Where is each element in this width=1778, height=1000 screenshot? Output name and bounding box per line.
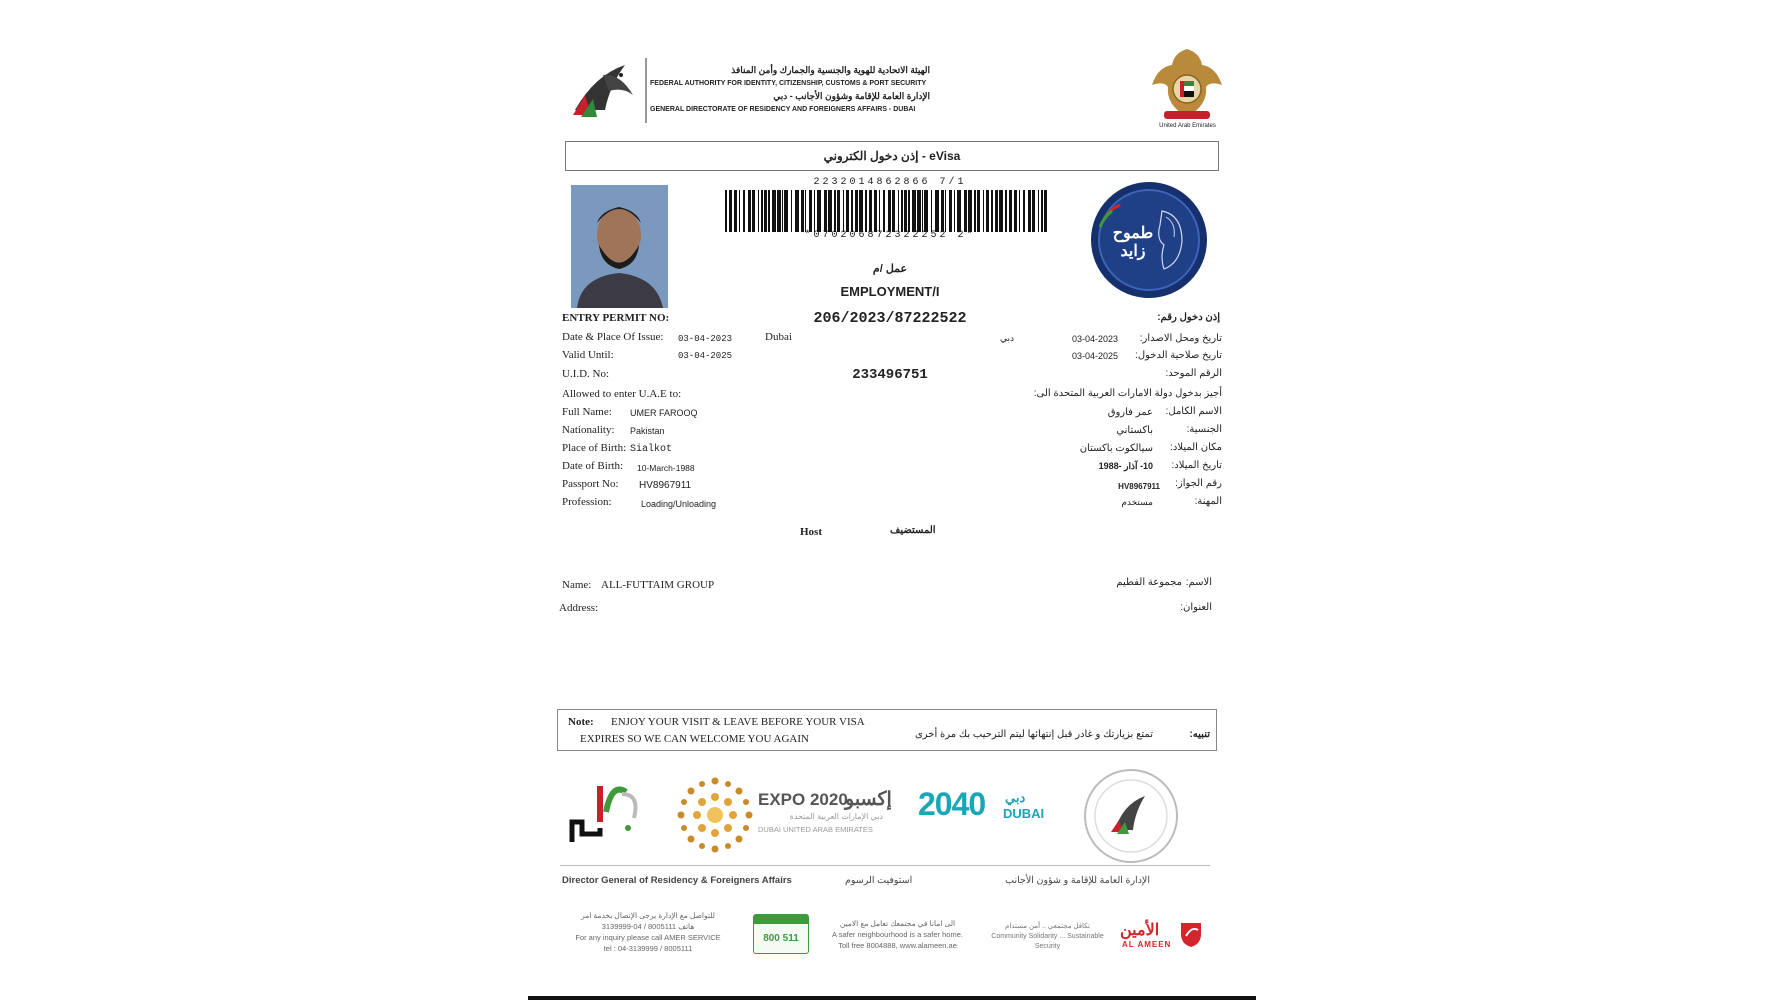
barcode-bar <box>883 190 885 232</box>
barcode-bar <box>869 190 872 232</box>
expo-sub-en: DUBAI UNITED ARAB EMIRATES <box>758 825 873 834</box>
barcode-bar <box>1009 190 1012 232</box>
barcode-bar <box>892 190 895 232</box>
host-name-ar: مجموعة الفطيم <box>1116 577 1182 588</box>
passport-label-en: Passport No: <box>562 478 619 490</box>
footer-community <box>990 922 1105 952</box>
barcode-bar <box>974 190 976 232</box>
barcode-bar <box>904 190 907 232</box>
barcode-bar <box>725 190 727 232</box>
contact-ar: للتواصل مع الإدارة يرجى الإتصال بخدمة امر <box>581 911 715 920</box>
host-address-label-ar: العنوان: <box>1180 602 1212 613</box>
zayed-seal <box>1090 181 1208 299</box>
issue-label-en: Date & Place Of Issue: <box>562 331 664 343</box>
issue-date: 03-04-2023 <box>678 334 733 344</box>
fullname-label-ar: الاسم الكامل: <box>1165 406 1222 417</box>
dob-label-en: Date of Birth: <box>562 460 624 472</box>
note-text-ar: تمتع بزيارتك و غادر قبل إنتهائها ليتم الترحيب بك مرة أخرى <box>914 729 1153 740</box>
passport-ar: HV8967911 <box>1118 482 1160 491</box>
barcode-bar <box>945 190 946 232</box>
pob-en: Sialkot <box>630 444 673 455</box>
emblem-caption: United Arab Emirates <box>1159 123 1216 129</box>
barcode-bar <box>837 190 840 232</box>
issue-place-en: Dubai <box>765 331 792 343</box>
barcode-bar <box>1032 190 1035 232</box>
dob-en: 10-March-1988 <box>637 463 695 473</box>
alameen-en: AL AMEEN <box>1122 940 1172 949</box>
barcode-bar <box>855 190 858 232</box>
barcode-bar <box>922 190 923 232</box>
allowed-ar: أجيز بدخول دولة الامارات العربية المتحدة الى: <box>1033 388 1222 399</box>
entry-permit-no: 206/2023/87222522 <box>813 310 967 327</box>
fullname-en: UMER FAROOQ <box>630 408 698 418</box>
footer-contact <box>558 910 738 954</box>
barcode-bar <box>734 190 737 232</box>
dubai-2040-en: DUBAI <box>1003 806 1045 821</box>
issue-date-ar: 03-04-2023 <box>1072 334 1119 344</box>
signature-rule <box>560 865 1210 866</box>
barcode-bar <box>908 190 910 232</box>
safer-en: A safer neighbourhood is a safer home. <box>832 930 963 939</box>
profession-ar: مستخدم <box>1121 497 1153 507</box>
falcon-logo <box>565 55 640 125</box>
evisa-title <box>565 141 1219 171</box>
nationality-label-en: Nationality: <box>562 424 615 436</box>
barcode-bar <box>814 190 815 232</box>
barcode-bar <box>977 190 980 232</box>
barcode-bar <box>1041 190 1043 232</box>
barcode-bar <box>834 190 836 232</box>
permit-type-ar: عمل /م <box>872 263 908 275</box>
barcode-bar <box>888 190 891 232</box>
authority-ar: الهيئة الاتحادية للهوية والجنسية والجمارك وأمن المنافذ <box>731 65 930 75</box>
host-title-en: Host <box>800 526 822 538</box>
host-title-ar: المستضيف <box>890 525 936 536</box>
valid-until-ar: 03-04-2025 <box>1072 351 1119 361</box>
passport-photo <box>571 185 668 308</box>
barcode-bar <box>758 190 759 232</box>
barcode-bar <box>1038 190 1039 232</box>
barcode-bar <box>912 190 916 232</box>
dubai-2040-number: 2040 <box>918 786 986 822</box>
amer-call-logo <box>753 914 809 954</box>
nationality-ar: باكستاني <box>1116 425 1153 436</box>
pob-label-ar: مكان الميلاد: <box>1170 442 1222 453</box>
note-box <box>557 709 1217 751</box>
barcode-bar <box>809 190 812 232</box>
barcode-bar <box>791 190 792 232</box>
header-text <box>650 64 930 116</box>
barcode-bar <box>817 190 821 232</box>
gdrfa-round-seal <box>1083 768 1179 864</box>
barcode-bar <box>824 190 827 232</box>
barcode-bar <box>851 190 853 232</box>
uae-emblem <box>1150 45 1225 129</box>
barcode-bar <box>901 190 903 232</box>
barcode-bar <box>843 190 844 232</box>
pob-ar: سيالكوت باكستان <box>1079 443 1153 454</box>
entry-permit-label-en: ENTRY PERMIT NO: <box>562 312 670 324</box>
safer-toll: Toll free 8004888, www.alameen.ae <box>838 941 957 950</box>
passport-label-ar: رقم الجواز: <box>1175 478 1222 489</box>
uid-no: 233496751 <box>852 367 928 383</box>
barcode-bar <box>917 190 921 232</box>
issue-place-ar: دبي <box>1000 333 1015 343</box>
community-ar: تكافل مجتمعي .. أمن مستدام <box>1005 923 1090 930</box>
entry-permit-label-ar: إذن دخول رقم: <box>1157 312 1220 323</box>
expo-logo <box>675 775 755 855</box>
barcode <box>725 190 1047 232</box>
barcode-bar <box>957 190 961 232</box>
allowed-en: Allowed to enter U.A.E to: <box>562 388 682 400</box>
signature-title-ar: الإدارة العامة للإقامة و شؤون الأجانب <box>1005 875 1150 886</box>
barcode-bar <box>983 190 984 232</box>
alameen-ar: الأمين <box>1120 922 1160 939</box>
permit-type-en: EMPLOYMENT/I <box>840 284 940 299</box>
fullname-ar: عمر فاروق <box>1107 407 1153 418</box>
seal-text: طموح زايد <box>1112 225 1154 260</box>
barcode-bar <box>964 190 967 232</box>
nationality-label-ar: الجنسية: <box>1186 424 1222 435</box>
expo-title-en: EXPO 2020 <box>758 790 848 809</box>
uid-label-en: U.I.D. No: <box>562 368 610 380</box>
contact-en: For any inquiry please call AMER SERVICE <box>575 933 721 942</box>
signature-title-en: Director General of Residency & Foreigners Affairs <box>562 875 792 886</box>
note-text-en-2: EXPIRES SO WE CAN WELCOME YOU AGAIN <box>580 733 809 745</box>
barcode-bar <box>801 190 804 232</box>
profession-label-ar: المهنة: <box>1194 496 1222 507</box>
footer-safer <box>815 918 980 951</box>
barcode-bar <box>752 190 755 232</box>
barcode-bar <box>949 190 952 232</box>
passport-en: HV8967911 <box>639 480 692 491</box>
barcode-bar <box>1005 190 1007 232</box>
barcode-bar <box>748 190 751 232</box>
fullname-label-en: Full Name: <box>562 406 612 418</box>
barcode-bar <box>846 190 849 232</box>
barcode-bar <box>743 190 745 232</box>
valid-label-ar: تاريخ صلاحية الدخول: <box>1135 350 1222 361</box>
barcode-bar <box>1019 190 1020 232</box>
barcode-bar <box>1044 190 1047 232</box>
host-name-label-ar: الاسم: <box>1185 577 1212 588</box>
barcode-bar <box>968 190 972 232</box>
profession-en: Loading/Unloading <box>641 499 717 509</box>
note-text-en-1: ENJOY YOUR VISIT & LEAVE BEFORE YOUR VISA <box>611 716 865 728</box>
barcode-bar <box>805 190 806 232</box>
community-en: Community Solidarity ... Sustainable Security <box>991 933 1104 950</box>
dubai-2040-ar: دبي <box>1005 790 1026 805</box>
signature-sign-ar: استوفيت الرسوم <box>845 875 913 886</box>
barcode-bar <box>1023 190 1025 232</box>
barcode-bar <box>924 190 928 232</box>
barcode-bar <box>782 190 783 232</box>
alameen-shield-icon <box>1178 920 1204 948</box>
barcode-bar <box>729 190 732 232</box>
barcode-bar <box>761 190 763 232</box>
issue-label-ar: تاريخ ومحل الاصدار: <box>1139 333 1222 344</box>
barcode-bar <box>739 190 740 232</box>
bottom-bar <box>528 996 1256 1000</box>
contact-ar-2: هاتف 8005111 / 04-3139999 <box>601 922 695 931</box>
barcode-bar <box>941 190 944 232</box>
barcode-bar <box>1014 190 1017 232</box>
profession-label-en: Profession: <box>562 496 612 508</box>
barcode-bar <box>879 190 880 232</box>
barcode-bar <box>784 190 788 232</box>
pob-label-en: Place of Birth: <box>562 442 627 454</box>
safer-ar: الى امانا في مجتمعك تعامل مع الامين <box>839 919 956 928</box>
barcode-bar <box>795 190 799 232</box>
valid-label-en: Valid Until: <box>562 349 614 361</box>
directorate-en: GENERAL DIRECTORATE OF RESIDENCY AND FOREIGNERS AFFAIRS - DUBAI <box>650 106 916 113</box>
note-label-ar: تنبيه: <box>1189 729 1210 740</box>
barcode-bar <box>935 190 939 232</box>
barcode-bar <box>764 190 767 232</box>
barcode-bar <box>999 190 1003 232</box>
barcode-bar <box>768 190 770 232</box>
uid-label-ar: الرقم الموحد: <box>1165 368 1222 379</box>
barcode-bar <box>865 190 867 232</box>
host-address-label-en: Address: <box>559 602 599 614</box>
barcode-bar <box>995 190 998 232</box>
barcode-bar <box>874 190 877 232</box>
authority-en: FEDERAL AUTHORITY FOR IDENTITY, CITIZENSHIP, CUSTOMS & PORT SECURITY <box>650 80 927 87</box>
barcode-bar <box>859 190 863 232</box>
barcode-bar <box>772 190 776 232</box>
barcode-bar <box>954 190 955 232</box>
year-of-tolerance-logo <box>560 772 650 850</box>
call-number: 800 511 <box>763 933 799 944</box>
barcode-bar <box>828 190 832 232</box>
barcode-bar <box>931 190 932 232</box>
nationality-en: Pakistan <box>630 426 665 436</box>
expo-sub-ar: دبي الإمارات العربية المتحدة <box>789 812 883 821</box>
dob-label-ar: تاريخ الميلاد: <box>1171 460 1222 471</box>
barcode-bottom-number: *070206872322252 2* <box>804 230 976 241</box>
barcode-bar <box>898 190 899 232</box>
header-divider <box>645 58 647 123</box>
barcode-top-number: 2232014862866 7/1 <box>813 177 967 188</box>
valid-until: 03-04-2025 <box>678 351 733 361</box>
directorate-ar: الإدارة العامة للإقامة وشؤون الأجانب - دبي <box>773 91 930 101</box>
barcode-bar <box>777 190 781 232</box>
barcode-bar <box>991 190 993 232</box>
note-label-en: Note: <box>568 716 594 728</box>
host-name-label-en: Name: <box>562 579 592 591</box>
dob-ar: 10- آذار -1988 <box>1098 461 1153 471</box>
expo-title-ar: إكسبو <box>845 789 892 810</box>
barcode-bar <box>1028 190 1031 232</box>
evisa-title-text: إذن دخول الكتروني - eVisa <box>823 149 961 163</box>
contact-tel: tel : 04-3139999 / 8005111 <box>603 944 693 953</box>
barcode-bar <box>986 190 989 232</box>
host-name-en: ALL-FUTTAIM GROUP <box>601 579 715 591</box>
